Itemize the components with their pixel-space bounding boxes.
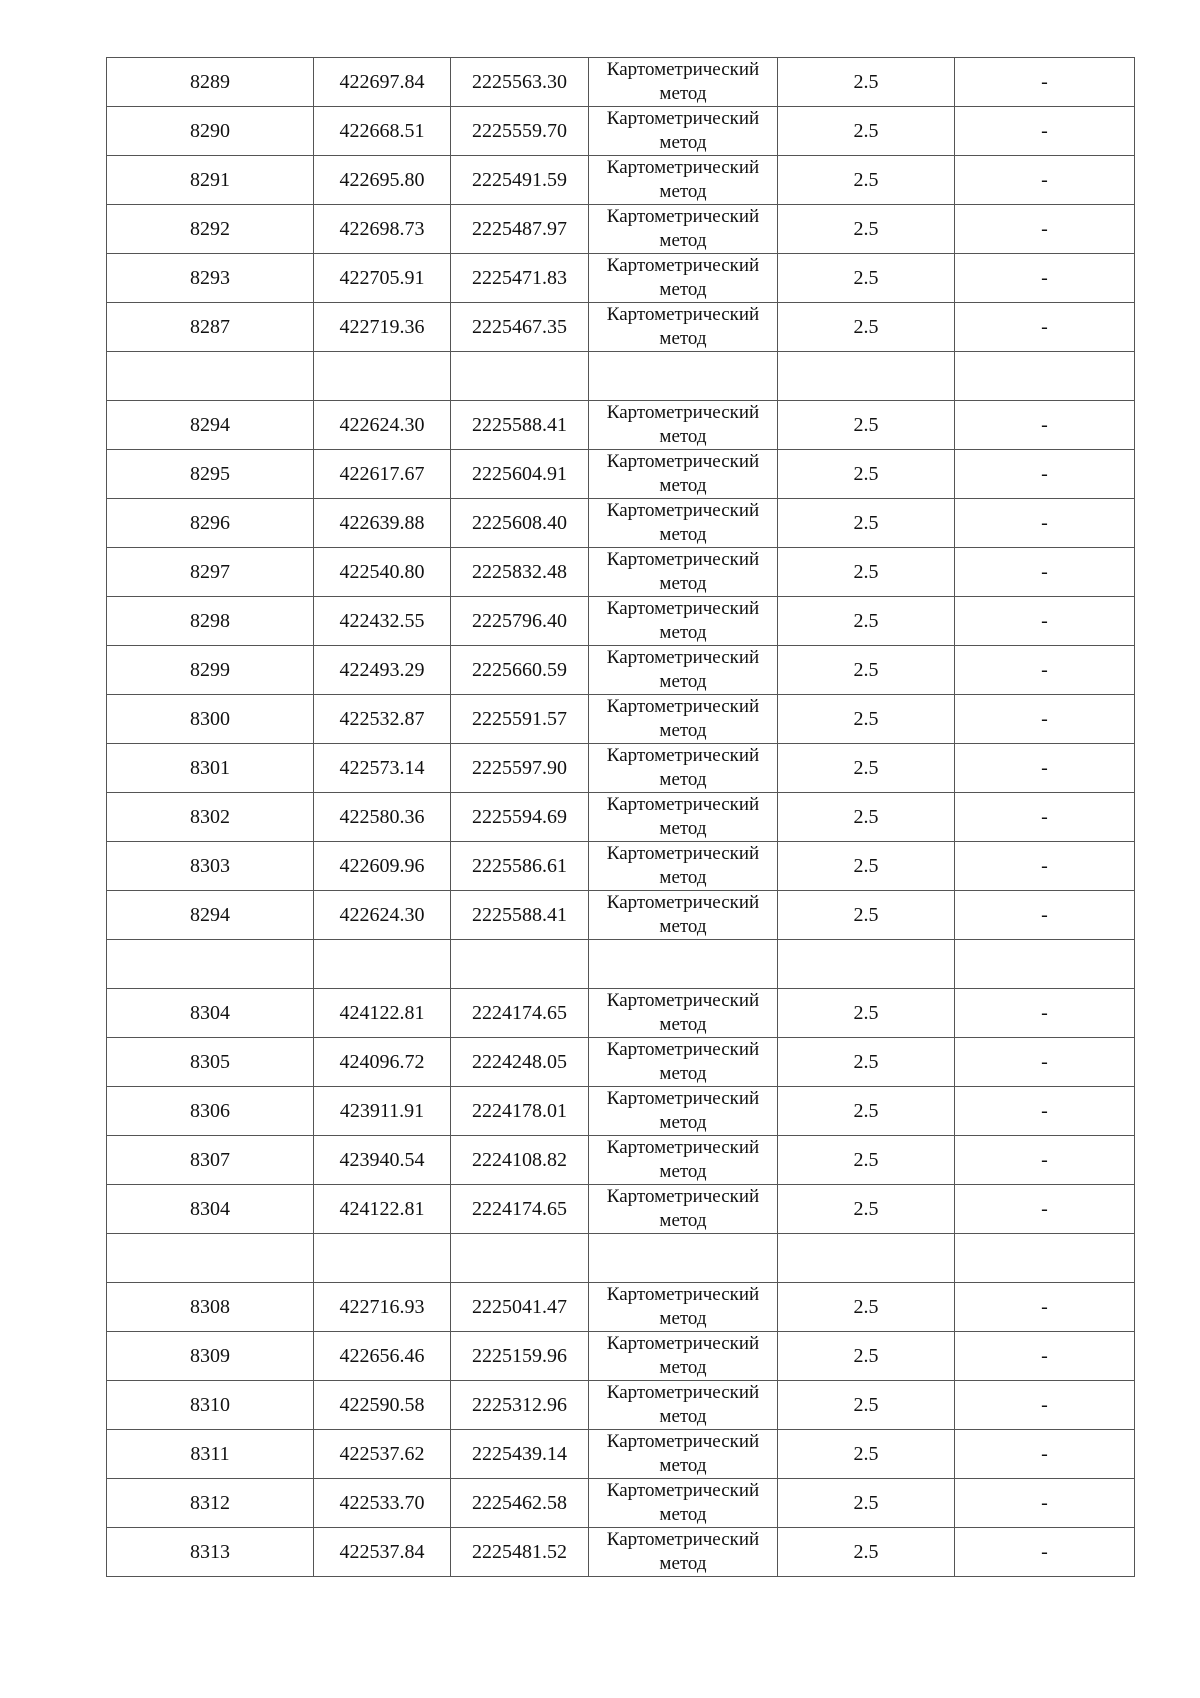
table-row [107, 1479, 1135, 1528]
y-coordinate-cell: 2224248.05 [451, 1038, 589, 1087]
method-text-line: метод [659, 328, 707, 349]
point-number-cell: 8304 [107, 1185, 314, 1234]
y-coordinate-cell: 2225832.48 [451, 548, 589, 597]
method-cell [589, 940, 778, 989]
method-cell [589, 646, 778, 695]
note-cell: - [955, 989, 1135, 1038]
x-coordinate-cell: 422493.29 [314, 646, 451, 695]
note-cell: - [955, 254, 1135, 303]
method-text-line: метод [659, 1063, 707, 1084]
accuracy-cell: 2.5 [778, 1185, 955, 1234]
accuracy-cell: 2.5 [778, 499, 955, 548]
accuracy-cell: 2.5 [778, 597, 955, 646]
method-text-line: Картометрический [606, 1480, 760, 1501]
table-row [107, 793, 1135, 842]
accuracy-cell: 2.5 [778, 891, 955, 940]
point-number-cell: 8313 [107, 1528, 314, 1577]
method-cell [589, 156, 778, 205]
accuracy-cell: 2.5 [778, 842, 955, 891]
note-cell: - [955, 401, 1135, 450]
accuracy-cell: 2.5 [778, 401, 955, 450]
note-cell: - [955, 597, 1135, 646]
x-coordinate-cell: 422668.51 [314, 107, 451, 156]
method-cell [589, 1283, 778, 1332]
note-cell [955, 940, 1135, 989]
x-coordinate-cell: 422617.67 [314, 450, 451, 499]
point-number-cell: 8298 [107, 597, 314, 646]
method-text-line: Картометрический [606, 1088, 760, 1109]
method-cell [589, 744, 778, 793]
y-coordinate-cell [451, 940, 589, 989]
table-row [107, 1136, 1135, 1185]
accuracy-cell: 2.5 [778, 1430, 955, 1479]
x-coordinate-cell: 422533.70 [314, 1479, 451, 1528]
y-coordinate-cell: 2225608.40 [451, 499, 589, 548]
point-number-cell: 8302 [107, 793, 314, 842]
point-number-cell: 8303 [107, 842, 314, 891]
table-row [107, 156, 1135, 205]
y-coordinate-cell: 2225487.97 [451, 205, 589, 254]
table-row [107, 597, 1135, 646]
method-text-line: Картометрический [606, 451, 760, 472]
note-cell: - [955, 1381, 1135, 1430]
accuracy-cell: 2.5 [778, 793, 955, 842]
accuracy-cell: 2.5 [778, 1087, 955, 1136]
accuracy-cell [778, 352, 955, 401]
table-row [107, 1528, 1135, 1577]
x-coordinate-cell: 422609.96 [314, 842, 451, 891]
accuracy-cell: 2.5 [778, 1528, 955, 1577]
method-text-line: метод [659, 1308, 707, 1329]
table-row [107, 303, 1135, 352]
y-coordinate-cell: 2224174.65 [451, 1185, 589, 1234]
method-cell [589, 1430, 778, 1479]
accuracy-cell: 2.5 [778, 1038, 955, 1087]
method-text-line: Картометрический [606, 157, 760, 178]
accuracy-cell [778, 940, 955, 989]
accuracy-cell [778, 1234, 955, 1283]
y-coordinate-cell: 2224108.82 [451, 1136, 589, 1185]
point-number-cell: 8296 [107, 499, 314, 548]
note-cell: - [955, 450, 1135, 499]
y-coordinate-cell: 2225588.41 [451, 891, 589, 940]
table-row [107, 646, 1135, 695]
method-text-line: метод [659, 720, 707, 741]
point-number-cell: 8294 [107, 401, 314, 450]
accuracy-cell: 2.5 [778, 205, 955, 254]
method-cell [589, 401, 778, 450]
method-cell [589, 695, 778, 744]
table-body [107, 58, 1135, 1577]
method-cell [589, 499, 778, 548]
note-cell: - [955, 891, 1135, 940]
method-cell [589, 793, 778, 842]
method-text-line: Картометрический [606, 1284, 760, 1305]
point-number-cell: 8304 [107, 989, 314, 1038]
coordinates-table [106, 57, 1135, 1577]
accuracy-cell: 2.5 [778, 695, 955, 744]
x-coordinate-cell [314, 940, 451, 989]
x-coordinate-cell: 422624.30 [314, 891, 451, 940]
table-row [107, 401, 1135, 450]
x-coordinate-cell: 422695.80 [314, 156, 451, 205]
x-coordinate-cell: 422697.84 [314, 58, 451, 107]
method-text-line: Картометрический [606, 206, 760, 227]
note-cell: - [955, 1479, 1135, 1528]
table-row [107, 1381, 1135, 1430]
point-number-cell: 8306 [107, 1087, 314, 1136]
method-text-line: метод [659, 1112, 707, 1133]
note-cell: - [955, 1332, 1135, 1381]
method-text-line: Картометрический [606, 108, 760, 129]
accuracy-cell: 2.5 [778, 646, 955, 695]
method-text-line: Картометрический [606, 843, 760, 864]
y-coordinate-cell [451, 352, 589, 401]
method-text-line: метод [659, 1504, 707, 1525]
y-coordinate-cell: 2225594.69 [451, 793, 589, 842]
method-text-line: Картометрический [606, 1382, 760, 1403]
method-cell [589, 989, 778, 1038]
method-text-line: Картометрический [606, 696, 760, 717]
note-cell: - [955, 842, 1135, 891]
point-number-cell: 8289 [107, 58, 314, 107]
accuracy-cell: 2.5 [778, 58, 955, 107]
point-number-cell: 8297 [107, 548, 314, 597]
method-text-line: метод [659, 1161, 707, 1182]
point-number-cell: 8305 [107, 1038, 314, 1087]
accuracy-cell: 2.5 [778, 254, 955, 303]
table-row [107, 1283, 1135, 1332]
note-cell [955, 352, 1135, 401]
table-row [107, 1234, 1135, 1283]
table-row [107, 548, 1135, 597]
method-text-line: метод [659, 230, 707, 251]
method-text-line: метод [659, 1357, 707, 1378]
y-coordinate-cell: 2225586.61 [451, 842, 589, 891]
method-text-line: Картометрический [606, 549, 760, 570]
method-cell [589, 597, 778, 646]
note-cell: - [955, 646, 1135, 695]
table-row [107, 1185, 1135, 1234]
accuracy-cell: 2.5 [778, 548, 955, 597]
x-coordinate-cell: 424096.72 [314, 1038, 451, 1087]
point-number-cell: 8291 [107, 156, 314, 205]
point-number-cell [107, 940, 314, 989]
accuracy-cell: 2.5 [778, 1136, 955, 1185]
method-text-line: Картометрический [606, 255, 760, 276]
point-number-cell: 8311 [107, 1430, 314, 1479]
note-cell: - [955, 205, 1135, 254]
method-text-line: Картометрический [606, 500, 760, 521]
method-text-line: метод [659, 1553, 707, 1574]
method-text-line: Картометрический [606, 1186, 760, 1207]
point-number-cell [107, 1234, 314, 1283]
method-cell [589, 1332, 778, 1381]
x-coordinate-cell: 422537.62 [314, 1430, 451, 1479]
note-cell: - [955, 695, 1135, 744]
table-row [107, 1332, 1135, 1381]
method-text-line: метод [659, 1014, 707, 1035]
y-coordinate-cell: 2225796.40 [451, 597, 589, 646]
y-coordinate-cell: 2225439.14 [451, 1430, 589, 1479]
method-text-line: метод [659, 1210, 707, 1231]
method-text-line: метод [659, 671, 707, 692]
method-text-line: метод [659, 573, 707, 594]
table-row [107, 499, 1135, 548]
point-number-cell: 8299 [107, 646, 314, 695]
method-cell [589, 1479, 778, 1528]
table-row [107, 1087, 1135, 1136]
note-cell: - [955, 1185, 1135, 1234]
x-coordinate-cell: 422432.55 [314, 597, 451, 646]
point-number-cell: 8307 [107, 1136, 314, 1185]
point-number-cell: 8310 [107, 1381, 314, 1430]
y-coordinate-cell: 2225588.41 [451, 401, 589, 450]
method-cell [589, 205, 778, 254]
note-cell: - [955, 156, 1135, 205]
method-text-line: Картометрический [606, 647, 760, 668]
y-coordinate-cell [451, 1234, 589, 1283]
x-coordinate-cell: 422532.87 [314, 695, 451, 744]
method-text-line: метод [659, 279, 707, 300]
method-cell [589, 548, 778, 597]
method-text-line: Картометрический [606, 1333, 760, 1354]
accuracy-cell: 2.5 [778, 744, 955, 793]
method-text-line: Картометрический [606, 745, 760, 766]
method-cell [589, 303, 778, 352]
x-coordinate-cell: 422573.14 [314, 744, 451, 793]
table-row [107, 744, 1135, 793]
y-coordinate-cell: 2225471.83 [451, 254, 589, 303]
point-number-cell: 8312 [107, 1479, 314, 1528]
table-row [107, 58, 1135, 107]
method-text-line: Картометрический [606, 304, 760, 325]
y-coordinate-cell: 2225563.30 [451, 58, 589, 107]
method-text-line: метод [659, 818, 707, 839]
y-coordinate-cell: 2225312.96 [451, 1381, 589, 1430]
table-row [107, 1430, 1135, 1479]
method-text-line: метод [659, 426, 707, 447]
method-cell [589, 1528, 778, 1577]
method-text-line: метод [659, 524, 707, 545]
note-cell: - [955, 1430, 1135, 1479]
table-row [107, 107, 1135, 156]
y-coordinate-cell: 2225462.58 [451, 1479, 589, 1528]
note-cell: - [955, 499, 1135, 548]
point-number-cell: 8287 [107, 303, 314, 352]
method-text-line: Картометрический [606, 1039, 760, 1060]
point-number-cell: 8292 [107, 205, 314, 254]
y-coordinate-cell: 2225467.35 [451, 303, 589, 352]
y-coordinate-cell: 2224174.65 [451, 989, 589, 1038]
point-number-cell: 8308 [107, 1283, 314, 1332]
accuracy-cell: 2.5 [778, 156, 955, 205]
note-cell: - [955, 793, 1135, 842]
method-text-line: метод [659, 83, 707, 104]
accuracy-cell: 2.5 [778, 1381, 955, 1430]
method-text-line: метод [659, 475, 707, 496]
x-coordinate-cell: 422719.36 [314, 303, 451, 352]
y-coordinate-cell: 2225604.91 [451, 450, 589, 499]
accuracy-cell: 2.5 [778, 1283, 955, 1332]
note-cell: - [955, 303, 1135, 352]
x-coordinate-cell: 422639.88 [314, 499, 451, 548]
x-coordinate-cell: 424122.81 [314, 1185, 451, 1234]
method-text-line: Картометрический [606, 1431, 760, 1452]
table-row [107, 1038, 1135, 1087]
x-coordinate-cell [314, 352, 451, 401]
method-text-line: метод [659, 867, 707, 888]
note-cell: - [955, 107, 1135, 156]
point-number-cell: 8290 [107, 107, 314, 156]
point-number-cell [107, 352, 314, 401]
note-cell: - [955, 1038, 1135, 1087]
accuracy-cell: 2.5 [778, 989, 955, 1038]
method-cell [589, 1136, 778, 1185]
y-coordinate-cell: 2225159.96 [451, 1332, 589, 1381]
method-cell [589, 58, 778, 107]
x-coordinate-cell: 422540.80 [314, 548, 451, 597]
note-cell: - [955, 1136, 1135, 1185]
point-number-cell: 8301 [107, 744, 314, 793]
note-cell: - [955, 58, 1135, 107]
method-text-line: Картометрический [606, 598, 760, 619]
y-coordinate-cell: 2225491.59 [451, 156, 589, 205]
method-cell [589, 450, 778, 499]
method-text-line: Картометрический [606, 1529, 760, 1550]
method-text-line: Картометрический [606, 402, 760, 423]
y-coordinate-cell: 2224178.01 [451, 1087, 589, 1136]
method-cell [589, 1381, 778, 1430]
table-row [107, 989, 1135, 1038]
x-coordinate-cell: 422698.73 [314, 205, 451, 254]
method-text-line: метод [659, 916, 707, 937]
method-cell [589, 842, 778, 891]
method-text-line: метод [659, 769, 707, 790]
method-text-line: Картометрический [606, 892, 760, 913]
method-cell [589, 1087, 778, 1136]
accuracy-cell: 2.5 [778, 1332, 955, 1381]
method-text-line: метод [659, 1406, 707, 1427]
point-number-cell: 8300 [107, 695, 314, 744]
method-cell [589, 254, 778, 303]
table-row [107, 695, 1135, 744]
point-number-cell: 8294 [107, 891, 314, 940]
accuracy-cell: 2.5 [778, 1479, 955, 1528]
table-row [107, 891, 1135, 940]
method-text-line: метод [659, 622, 707, 643]
x-coordinate-cell: 423940.54 [314, 1136, 451, 1185]
y-coordinate-cell: 2225041.47 [451, 1283, 589, 1332]
method-cell [589, 1185, 778, 1234]
method-text-line: Картометрический [606, 990, 760, 1011]
table-row [107, 842, 1135, 891]
y-coordinate-cell: 2225591.57 [451, 695, 589, 744]
x-coordinate-cell: 422624.30 [314, 401, 451, 450]
table-row [107, 254, 1135, 303]
x-coordinate-cell: 424122.81 [314, 989, 451, 1038]
method-cell [589, 352, 778, 401]
method-text-line: Картометрический [606, 794, 760, 815]
method-cell [589, 1234, 778, 1283]
table-row [107, 940, 1135, 989]
note-cell: - [955, 548, 1135, 597]
point-number-cell: 8293 [107, 254, 314, 303]
point-number-cell: 8309 [107, 1332, 314, 1381]
table-row [107, 205, 1135, 254]
note-cell [955, 1234, 1135, 1283]
x-coordinate-cell [314, 1234, 451, 1283]
x-coordinate-cell: 422580.36 [314, 793, 451, 842]
method-text-line: Картометрический [606, 59, 760, 80]
note-cell: - [955, 1087, 1135, 1136]
x-coordinate-cell: 422537.84 [314, 1528, 451, 1577]
point-number-cell: 8295 [107, 450, 314, 499]
x-coordinate-cell: 422705.91 [314, 254, 451, 303]
y-coordinate-cell: 2225597.90 [451, 744, 589, 793]
note-cell: - [955, 744, 1135, 793]
y-coordinate-cell: 2225481.52 [451, 1528, 589, 1577]
x-coordinate-cell: 422656.46 [314, 1332, 451, 1381]
x-coordinate-cell: 423911.91 [314, 1087, 451, 1136]
x-coordinate-cell: 422590.58 [314, 1381, 451, 1430]
table-row [107, 352, 1135, 401]
note-cell: - [955, 1528, 1135, 1577]
method-cell [589, 891, 778, 940]
y-coordinate-cell: 2225559.70 [451, 107, 589, 156]
table-row [107, 450, 1135, 499]
method-cell [589, 107, 778, 156]
x-coordinate-cell: 422716.93 [314, 1283, 451, 1332]
note-cell: - [955, 1283, 1135, 1332]
accuracy-cell: 2.5 [778, 107, 955, 156]
y-coordinate-cell: 2225660.59 [451, 646, 589, 695]
accuracy-cell: 2.5 [778, 303, 955, 352]
method-text-line: метод [659, 1455, 707, 1476]
method-text-line: Картометрический [606, 1137, 760, 1158]
method-text-line: метод [659, 132, 707, 153]
method-cell [589, 1038, 778, 1087]
accuracy-cell: 2.5 [778, 450, 955, 499]
method-text-line: метод [659, 181, 707, 202]
